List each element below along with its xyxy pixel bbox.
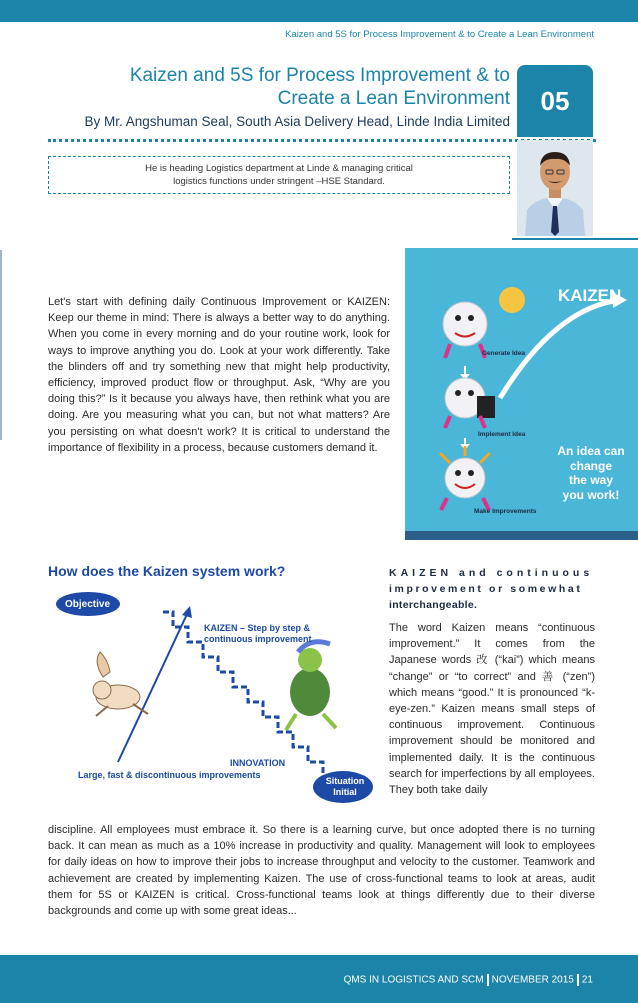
step-make-improvements: Make Improvements [474,508,537,515]
subhead-line-3: interchangeable. [389,599,478,611]
kaizen-step-label [204,623,312,645]
slogan-line-3: the way [568,473,613,487]
section-subheading [389,565,595,613]
innovation-description: Large, fast & discontinuous improvements [78,770,261,780]
kaizen-slogan [548,444,634,502]
slogan-line-4: you work! [562,487,620,502]
footer-divider [487,974,489,986]
title-line-2: Create a Lean Environment [277,88,510,109]
author-byline: By Mr. Angshuman Seal, South Asia Delivery Head, Linde India Limited [84,114,510,129]
photo-underline [512,238,638,240]
slogan-line-2: change [569,458,612,473]
chapter-number-tab: 05 [517,65,593,137]
objective-label: Objective [65,599,111,610]
author-bio-box [48,156,510,194]
kaizen-step-line-1: KAIZEN – Step by step & [204,623,311,633]
footer-divider [577,974,579,986]
author-photo [517,140,593,236]
situation-line-2: Initial [333,787,357,797]
footer-issue: NOVEMBER 2015 [491,974,574,986]
title-line-1: Kaizen and 5S for Process Improvement & to [129,65,510,86]
kaizen-graphic-title: KAIZEN [558,286,622,305]
top-color-band [0,0,638,22]
footer-page-number: 21 [581,974,593,986]
situation-line-1: Situation [325,776,365,786]
footer-publication: QMS IN LOGISTICS AND SCM [343,974,484,986]
innovation-label: INNOVATION [230,758,286,768]
intro-paragraph: Let's start with defining daily Continuous Improvement or KAIZEN: Keep our theme in mind: There is always a better way to do anything. When you come in every morning and do your routine work, look for ways to improve anything you do. Look at your work differently. Take the blinders off and try something new that might help productivity, efficiency, improved product flow or throughput. Ask, “Why are you doing this?” Is it because you always have, then rethink what you are doing. Are you measuring what you can, but not what matters? Are you persisting on what doesn't work? It is critical to understand the importance of flexibility in a process, because customers demand it. [48,296,390,454]
margin-mark [0,250,2,440]
closing-paragraph: discipline. All employees must embrace it. So there is a learning curve, but once adopted there is no turning back. It can mean as much as a 10% increase in productivity and quality. Management will look to employees for daily ideas on how to improve their jobs to increase throughput and velocity to the customer. Teamwork and achievement are created by implementing Kaizen. The use of cross-functional teams to look at areas, audit them for 5S or KAIZEN is critical. Cross-functional teams look at things differently due to their diverse backgrounds and come up with some great ideas... [48,824,595,918]
step-generate-idea: Generate Idea [482,350,525,357]
article-title [70,64,510,110]
bio-line-1: He is heading Logistics department at Linde & managing critical [145,163,413,174]
slogan-line-1: An idea can [557,444,625,458]
step-implement-idea: Implement Idea [478,431,526,438]
subhead-line-1: KAIZEN and continuous [389,567,594,579]
running-header: Kaizen and 5S for Process Improvement & to Create a Lean Environment [285,29,594,40]
page-footer [344,974,593,986]
subhead-line-2: improvement or somewhat [389,583,583,595]
bio-line-2: logistics functions under stringent –HSE Standard. [173,176,385,187]
author-portrait-illustration [517,140,593,236]
kaizen-definition-paragraph: The word Kaizen means “continuous improvement.” It comes from the Japanese words 改 (“kai”) which means “change” or “to correct” and 善 (“zen”) which means “good.” It is pronounced “k-eye-zen.” Kaizen means small steps of continuous improvement. Continuous improvement should be monitored and implemented daily. It is the continuous search for imperfections by all employees. They both take daily [389,622,595,797]
kaizen-system-title: How does the Kaizen system work? [48,563,286,579]
dotted-divider [48,139,596,142]
situation-initial-label [322,776,368,798]
kaizen-step-line-2: continuous improvement [204,634,312,644]
